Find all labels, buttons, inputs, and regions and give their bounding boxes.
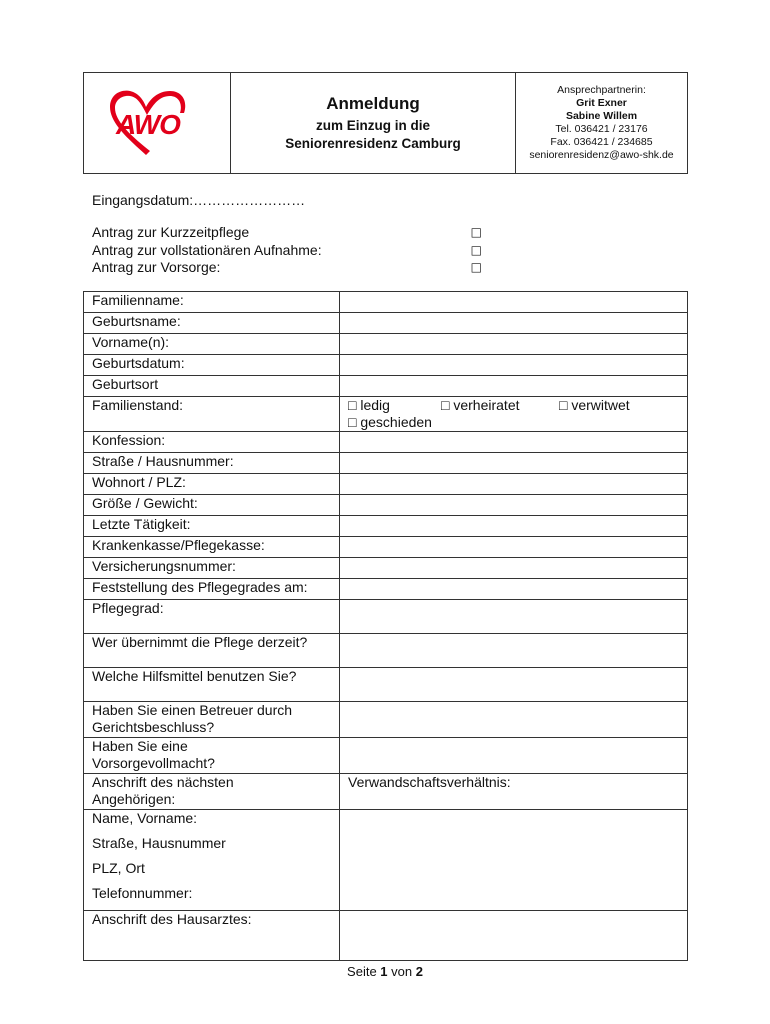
field-familienname[interactable] <box>340 292 688 313</box>
eingangsdatum: Eingangsdatum:…………………… <box>92 192 306 208</box>
field-feststellung[interactable] <box>340 579 688 600</box>
label-strasse-hnr: Straße, Hausnummer <box>92 835 226 851</box>
label-betreuer <box>84 702 340 738</box>
field-taetigkeit[interactable] <box>340 516 688 537</box>
option-geschieden[interactable]: □ geschieden <box>348 414 432 430</box>
label-vollmacht-line-1: Haben Sie eine <box>92 738 188 754</box>
registration-table <box>83 291 688 961</box>
label-angehoerige-line-1: Anschrift des nächsten <box>92 774 234 790</box>
label-kasse: Krankenkasse/Pflegekasse: <box>84 537 340 558</box>
application-row <box>92 242 482 260</box>
contact-label: Ansprechpartnerin: <box>557 84 646 96</box>
field-versicherung[interactable] <box>340 558 688 579</box>
label-betreuer-line-2: Gerichtsbeschluss? <box>92 719 215 735</box>
field-geburtsort[interactable] <box>340 376 688 397</box>
form-subtitle-1: zum Einzug in die <box>316 117 430 133</box>
field-betreuer[interactable] <box>340 702 688 738</box>
field-kasse[interactable] <box>340 537 688 558</box>
label-vollmacht-line-2: Vorsorgevollmacht? <box>92 755 215 771</box>
field-strasse[interactable] <box>340 453 688 474</box>
label-geburtsdatum: Geburtsdatum: <box>84 355 340 376</box>
option-ledig[interactable]: □ ledig <box>348 397 390 413</box>
label-groesse: Größe / Gewicht: <box>84 495 340 516</box>
contact-fax: Fax. 036421 / 234685 <box>550 136 653 148</box>
checkbox-vollstationaer[interactable]: □ <box>470 242 482 257</box>
label-telefon: Telefonnummer: <box>92 885 193 901</box>
field-wohnort[interactable] <box>340 474 688 495</box>
application-list <box>92 224 482 277</box>
form-subtitle-2: Seniorenresidenz Camburg <box>285 135 461 151</box>
label-plz-ort: PLZ, Ort <box>92 860 145 876</box>
field-angehoerige[interactable] <box>340 810 688 911</box>
contact-tel: Tel. 036421 / 23176 <box>555 123 648 135</box>
page-footer <box>0 964 770 979</box>
footer-page: 1 <box>380 964 388 979</box>
footer-total: 2 <box>415 964 423 979</box>
option-verwitwet[interactable]: □ verwitwet <box>559 397 630 413</box>
angehoerige-details <box>84 810 340 911</box>
label-betreuer-line-1: Haben Sie einen Betreuer durch <box>92 702 293 718</box>
field-hilfsmittel[interactable] <box>340 668 688 702</box>
contact-cell <box>516 73 687 173</box>
field-hausarzt[interactable] <box>340 911 688 961</box>
checkbox-kurzzeitpflege[interactable]: □ <box>470 225 482 239</box>
form-title: Anmeldung <box>326 93 420 113</box>
application-label: Antrag zur Vorsorge: <box>92 259 221 275</box>
label-name-vorname: Name, Vorname: <box>92 810 198 826</box>
label-geburtsort: Geburtsort <box>84 376 340 397</box>
application-row <box>92 224 482 242</box>
label-geburtsname: Geburtsname: <box>84 313 340 334</box>
logo-text: AWO <box>116 109 180 140</box>
field-geburtsdatum[interactable] <box>340 355 688 376</box>
label-hilfsmittel: Welche Hilfsmittel benutzen Sie? <box>84 668 340 702</box>
field-groesse[interactable] <box>340 495 688 516</box>
label-pflege-derzeit: Wer übernimmt die Pflege derzeit? <box>84 634 340 668</box>
option-verheiratet[interactable]: □ verheiratet <box>441 397 520 413</box>
label-familienstand: Familienstand: <box>84 397 340 432</box>
footer-prefix: Seite <box>347 964 381 979</box>
field-vorname[interactable] <box>340 334 688 355</box>
label-versicherung: Versicherungsnummer: <box>84 558 340 579</box>
label-vorname: Vorname(n): <box>84 334 340 355</box>
application-row <box>92 259 482 277</box>
field-vollmacht[interactable] <box>340 738 688 774</box>
label-feststellung: Feststellung des Pflegegrades am: <box>84 579 340 600</box>
label-taetigkeit: Letzte Tätigkeit: <box>84 516 340 537</box>
field-pflege-derzeit[interactable] <box>340 634 688 668</box>
logo-cell <box>84 73 231 173</box>
application-label: Antrag zur vollstationären Aufnahme: <box>92 241 322 258</box>
label-familienname: Familienname: <box>84 292 340 313</box>
label-angehoerige <box>84 774 340 810</box>
label-vollmacht <box>84 738 340 774</box>
label-angehoerige-line-2: Angehörigen: <box>92 791 176 807</box>
label-verwandschaft: Verwandschaftsverhältnis: <box>340 774 688 810</box>
field-geburtsname[interactable] <box>340 313 688 334</box>
label-hausarzt: Anschrift des Hausarztes: <box>84 911 340 961</box>
footer-mid: von <box>387 964 416 979</box>
contact-email: seniorenresidenz@awo-shk.de <box>529 149 674 161</box>
contact-name-2: Sabine Willem <box>565 110 638 122</box>
field-pflegegrad[interactable] <box>340 600 688 634</box>
label-pflegegrad: Pflegegrad: <box>84 600 340 634</box>
field-familienstand <box>340 397 688 432</box>
label-konfession: Konfession: <box>84 432 340 453</box>
header-box <box>83 72 688 174</box>
contact-name-1: Grit Exner <box>576 97 627 109</box>
label-strasse: Straße / Hausnummer: <box>84 453 340 474</box>
checkbox-vorsorge[interactable]: □ <box>470 260 482 274</box>
label-wohnort: Wohnort / PLZ: <box>84 474 340 495</box>
application-label: Antrag zur Kurzzeitpflege <box>92 224 250 240</box>
field-konfession[interactable] <box>340 432 688 453</box>
title-cell <box>231 73 516 173</box>
